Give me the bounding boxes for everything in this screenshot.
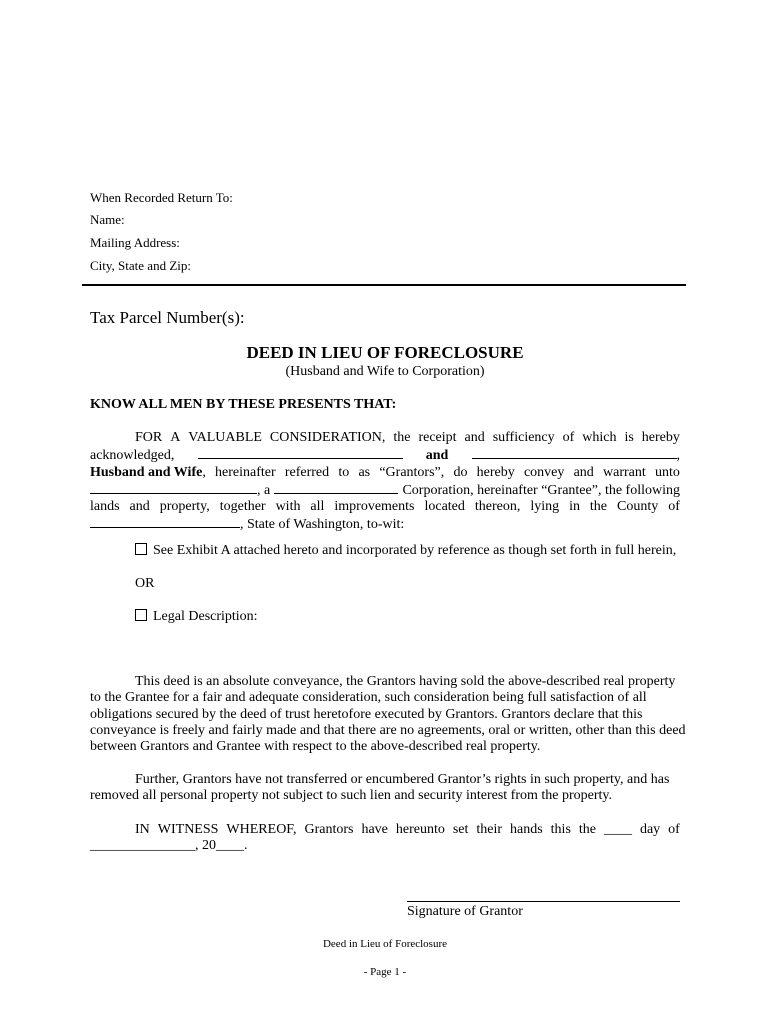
signature-line[interactable] bbox=[407, 901, 680, 902]
consideration-line-2: acknowledged, and , bbox=[90, 448, 680, 464]
mailing-address-label: Mailing Address: bbox=[90, 235, 180, 250]
consideration-line-5: lands and property, together with all improvements located thereon, lying in the County of bbox=[90, 499, 680, 515]
tax-parcel-label: Tax Parcel Number(s): bbox=[90, 308, 245, 327]
exhibit-option-label: See Exhibit A attached hereto and incorporated by reference as though set forth in full herein, bbox=[153, 543, 677, 558]
legal-description-checkbox[interactable] bbox=[135, 609, 147, 621]
witness-paragraph bbox=[90, 822, 680, 855]
further-paragraph: Further, Grantors have not transferred or encumbered Grantor’s rights in such property, and has removed all personal property not subject to such lien and security interest from the property. bbox=[90, 772, 670, 804]
absolute-conveyance-paragraph: This deed is an absolute conveyance, the Grantors having sold the above-described real property to the Grantee for a fair and adequate consideration, such consideration being full satisfaction of all obligations secured by the deed of trust heretofore executed by Grantors. Grantors declare that this conveyance is freely and fairly made and that there are no agreements, oral or written, other than this deed between Grantors and Grantee with respect to the above-described real property. bbox=[90, 674, 686, 755]
document-title: DEED IN LIEU OF FORECLOSURE bbox=[246, 343, 524, 362]
legal-description-option bbox=[135, 609, 258, 625]
grantor-2-blank[interactable] bbox=[472, 446, 677, 459]
name-label: Name: bbox=[90, 212, 125, 227]
return-heading: When Recorded Return To: bbox=[90, 190, 233, 205]
header-divider bbox=[82, 284, 686, 286]
know-all-heading: KNOW ALL MEN BY THESE PRESENTS THAT: bbox=[90, 397, 397, 412]
or-text: OR bbox=[135, 576, 155, 591]
grantor-1-blank[interactable] bbox=[198, 446, 403, 459]
consideration-line-6: , State of Washington, to-wit: bbox=[90, 515, 680, 533]
county-blank[interactable] bbox=[90, 515, 240, 528]
witness-line-2: _______________, 20____. bbox=[90, 838, 248, 854]
city-state-zip-label: City, State and Zip: bbox=[90, 258, 191, 273]
consideration-line-1: FOR A VALUABLE CONSIDERATION, the receipt and sufficiency of which is hereby bbox=[135, 430, 680, 445]
consideration-paragraph bbox=[90, 430, 680, 534]
page-number: - Page 1 - bbox=[363, 966, 407, 978]
exhibit-checkbox[interactable] bbox=[135, 543, 147, 555]
document-subtitle: (Husband and Wife to Corporation) bbox=[285, 364, 485, 379]
consideration-line-3: Husband and Wife, hereinafter referred to as “Grantors”, do hereby convey and warrant unto bbox=[90, 464, 680, 480]
footer-title: Deed in Lieu of Foreclosure bbox=[322, 938, 447, 950]
corporation-state-blank[interactable] bbox=[274, 481, 398, 494]
witness-line-1: IN WITNESS WHEREOF, Grantors have hereunto set their hands this the ____ day of bbox=[135, 822, 680, 837]
grantee-name-blank[interactable] bbox=[90, 481, 257, 494]
exhibit-option bbox=[135, 543, 676, 559]
legal-description-label: Legal Description: bbox=[153, 609, 258, 624]
consideration-line-4: , a Corporation, hereinafter “Grantee”, the following bbox=[90, 481, 680, 499]
signature-label: Signature of Grantor bbox=[407, 904, 523, 919]
